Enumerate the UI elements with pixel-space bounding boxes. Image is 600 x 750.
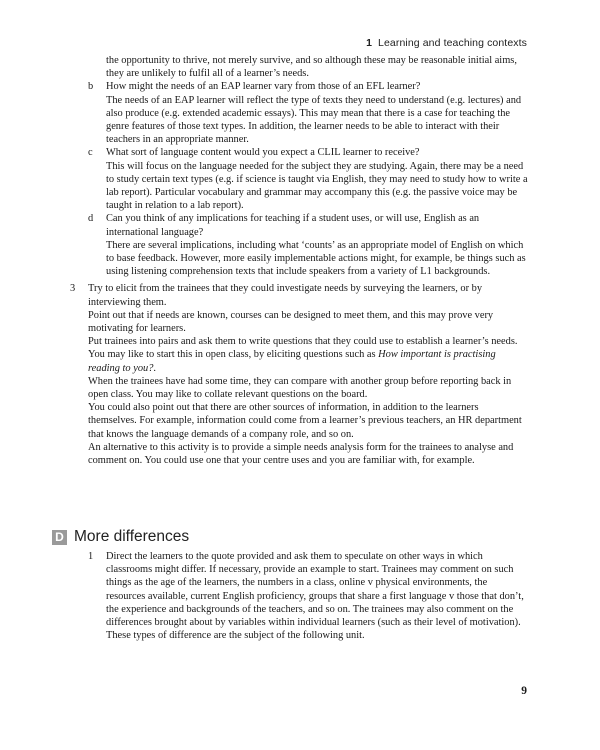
item-3-intro: Try to elicit from the trainees that they could investigate needs by surveying the learners, or by interviewing them. xyxy=(88,283,483,308)
item-c-answer: This will focus on the language needed for the subject they are studying. Again, there may be a need to study certain text types (e.g. if science is taught via English, they may need to study how to write a lab report). Particular vocabulary and grammar may accompany this (e.g. the passive voice may be taught in relation to a lab report). xyxy=(106,160,528,212)
main-text xyxy=(70,54,528,467)
section-badge: D xyxy=(52,530,67,545)
item-3-label: 3 xyxy=(70,283,76,295)
page-number: 9 xyxy=(521,685,527,697)
example-question: How important is practising reading to you? xyxy=(88,349,496,374)
item-1 xyxy=(88,550,528,642)
item-3-paragraph xyxy=(88,335,528,375)
item-3-paragraph: An alternative to this activity is to provide a simple needs analysis form for the trainees to analyse and comment on. You could use one that your centre uses and you are familiar with, for example. xyxy=(88,441,514,467)
section-title: More differences xyxy=(74,528,190,545)
chapter-title: Learning and teaching contexts xyxy=(378,37,527,49)
item-b-question: How might the needs of an EAP learner vary from those of an EFL learner? xyxy=(106,81,421,93)
item-b-answer: The needs of an EAP learner will reflect the type of texts they need to understand (e.g. lectures) and also produce (e.g. extended academic essays). This may mean that there is a case for teaching the genre features of those text types. In addition, the learner needs to be able to interact with their teachers in an appropriate manner. xyxy=(106,94,522,146)
item-b xyxy=(88,80,528,146)
running-header xyxy=(366,37,527,49)
section-more-differences xyxy=(52,528,528,642)
item-a-continuation: the opportunity to thrive, not merely survive, and so although these may be reasonable initial aims, they are unlikely to fulfil all of a learner’s needs. xyxy=(106,55,517,80)
chapter-number: 1 xyxy=(366,37,373,49)
section-heading xyxy=(52,528,528,546)
item-3-paragraph: Point out that if needs are known, courses can be designed to meet them, and this may prove very motivating for learners. xyxy=(88,309,494,335)
item-d-label: d xyxy=(88,213,94,225)
item-1-label: 1 xyxy=(88,551,94,562)
item-3-paragraph: You could also point out that there are other sources of information, in addition to the learners themselves. For example, information could come from a learner’s previous teachers, an HR department that knows the language demands of a company role, and so on. xyxy=(88,402,522,440)
item-3 xyxy=(70,282,528,467)
item-3-p2-end: . xyxy=(153,362,157,374)
item-c-question: What sort of language content would you expect a CLIL learner to receive? xyxy=(106,147,420,159)
item-b-label: b xyxy=(88,81,94,93)
item-d-answer: There are several implications, including what ‘counts’ as an appropriate model of English on which to base feedback. However, more easily implementable actions might, for example, be things such as using listening comprehension texts that include speakers from a variety of L1 backgrounds. xyxy=(106,239,526,278)
item-c xyxy=(88,146,528,212)
item-1-text: Direct the learners to the quote provided and ask them to speculate on other ways in which classrooms might differ. If necessary, provide an example to start. Trainees may comment on such things as the age of the learners, the numbers in a class, online v physical environments, the resources available, current English proficiency, groups that share a first language v those that don’t, the experience and backgrounds of the teachers, and so on. The trainees may also comment on the differences brought about by variables within individual learners (such as their level of motivation). These types of difference are the subject of the following unit. xyxy=(106,551,524,642)
section-body xyxy=(88,550,528,642)
item-d xyxy=(88,212,528,278)
item-c-label: c xyxy=(88,147,93,159)
item-3-paragraph: When the trainees have had some time, they can compare with another group before reporting back in open class. You may like to collate relevant questions on the board. xyxy=(88,375,512,401)
item-3-p2-text: Put trainees into pairs and ask them to write questions that they could use to establish a learner’s needs. You may like to start this in open class, by eliciting questions such as xyxy=(88,336,518,361)
item-d-question: Can you think of any implications for teaching if a student uses, or will use, English as an international language? xyxy=(106,213,480,238)
